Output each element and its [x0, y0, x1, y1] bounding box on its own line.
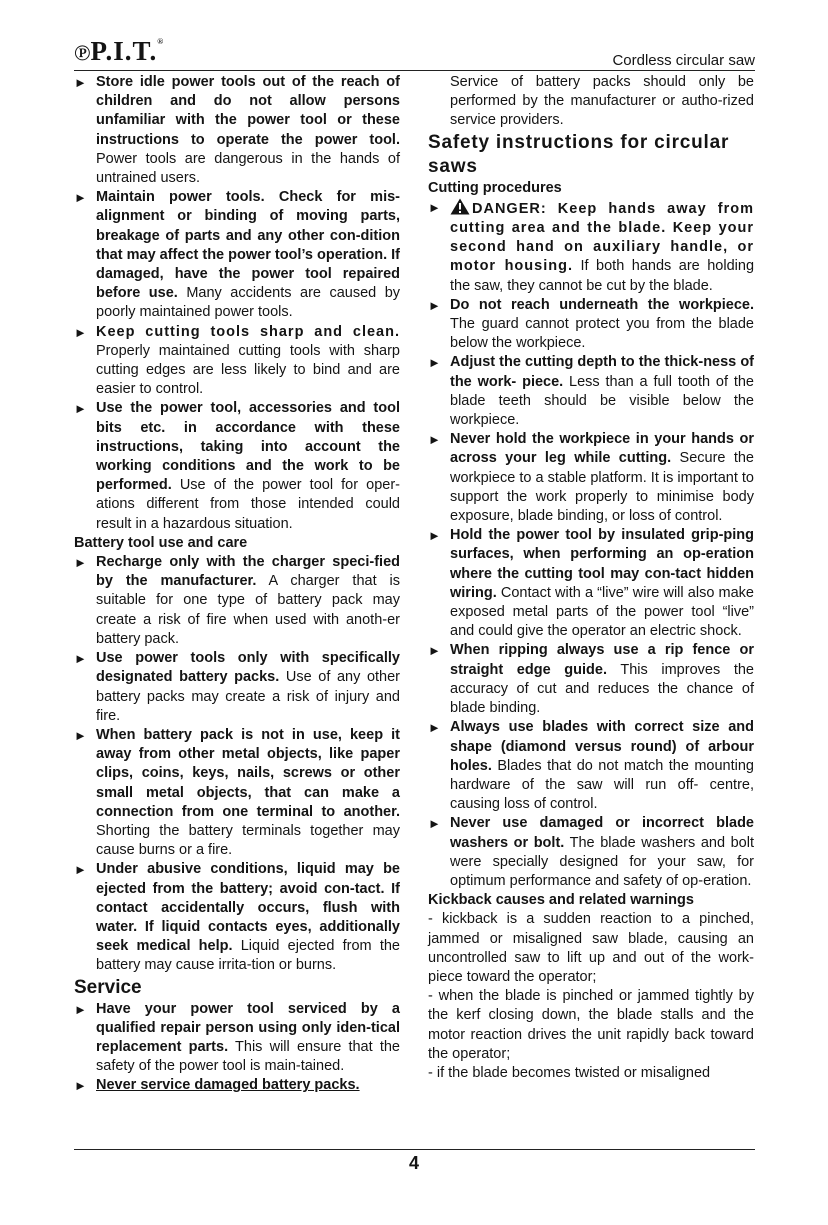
- item-body: Use of the power tool for oper-ations different from those intended could result in a hazardous situation.: [96, 477, 400, 532]
- item-lead: Recharge only with the charger speci-fied by the manufacturer.: [96, 554, 400, 590]
- item-lead: Keep cutting tools sharp and clean.: [96, 323, 400, 340]
- item-lead: Always use blades with correct size and shape (diamond versus round) of arbour holes.: [450, 719, 754, 774]
- cutting-procedures-heading: Cutting procedures: [428, 179, 562, 196]
- brand-logo: [74, 38, 164, 65]
- item-body: Less than a full tooth of the blade teeth should be visible below the workpiece.: [450, 373, 754, 429]
- list-item: [74, 1076, 400, 1095]
- bullet-arrow-icon: ►: [74, 324, 87, 340]
- warning-triangle-icon: [450, 198, 470, 215]
- item-body: Properly maintained cutting tools with sharp cutting edges are less likely to bind and are easier to control.: [96, 342, 400, 398]
- kickback-paragraph: - when the blade is pinched or jammed tightly by the kerf closing down, the blade stalls and the motor reaction drives the unit rapidly back toward the operator;: [428, 988, 754, 1062]
- item-lead: Store idle power tools out of the reach of children and do not allow persons unfamiliar with the power tool or these instructions to operate the power tool.: [96, 74, 400, 148]
- service-heading: Service: [74, 976, 142, 998]
- list-item: [74, 323, 400, 400]
- logo-trademark: ®: [157, 37, 165, 46]
- kickback-heading: Kickback causes and related warnings: [428, 892, 694, 909]
- item-lead: Maintain power tools. Check for mis-alignment or binding of moving parts, breakage of parts and any other con-dition that may affect the power tool’s operation. If damaged, have the power tool repaired before use.: [96, 189, 400, 302]
- bullet-arrow-icon: ►: [74, 555, 87, 571]
- bullet-arrow-icon: ►: [428, 199, 441, 215]
- bullet-arrow-icon: ►: [74, 1001, 87, 1017]
- list-item: [74, 399, 400, 533]
- bullet-arrow-icon: ►: [428, 643, 441, 659]
- continuation-text: Service of battery packs should only be performed by the manufacturer or autho-rized service providers.: [450, 74, 754, 129]
- item-body: Contact with a “live” wire will also make exposed metal parts of the power tool “live” and could give the operator an electric shock.: [450, 584, 754, 640]
- cutting-safety-list: [428, 198, 754, 891]
- item-body: The guard cannot protect you from the blade below the workpiece.: [450, 316, 754, 352]
- bullet-arrow-icon: ►: [74, 727, 87, 743]
- kickback-paragraph: - kickback is a sudden reaction to a pinched, jammed or misaligned saw blade, causing an uncontrolled saw to lift up and out of the work-piece toward the operator;: [428, 911, 754, 985]
- document-title: Cordless circular saw: [612, 52, 755, 69]
- item-body: The blade washers and bolt were specially designed for your saw, for optimum performance and safety of op-eration.: [450, 834, 754, 889]
- header-divider: [74, 70, 755, 71]
- item-body: Blades that do not match the mounting hardware of the saw will run off- centre, causing loss of control.: [450, 757, 754, 813]
- bullet-arrow-icon: ►: [74, 1078, 87, 1094]
- item-lead: Have your power tool serviced by a qualified repair person using only iden-tical replacement parts.: [96, 1000, 400, 1055]
- bullet-arrow-icon: ►: [74, 75, 87, 90]
- logo-symbol: ℗: [74, 40, 91, 65]
- logo-wordmark: [74, 38, 164, 65]
- list-item: [428, 814, 754, 891]
- item-body: A charger that is suitable for one type of battery pack may create a risk of fire when used with anoth-er battery pack.: [96, 573, 401, 647]
- list-item: [428, 526, 754, 641]
- service-list: [74, 1000, 400, 1096]
- list-item: [74, 553, 400, 649]
- item-body: This will ensure that the safety of the power tool is main-tained.: [96, 1038, 400, 1075]
- list-item: [74, 649, 400, 726]
- list-item: [74, 1000, 400, 1077]
- battery-safety-list: [74, 553, 400, 975]
- list-item: [74, 726, 400, 860]
- bullet-arrow-icon: ►: [74, 401, 87, 417]
- circular-saw-safety-heading: Safety instructions for circular saws: [428, 131, 730, 177]
- item-lead: Never use damaged or incorrect blade washers or bolt.: [450, 815, 754, 851]
- item-lead: Do not reach underneath the workpiece.: [450, 296, 754, 313]
- left-column: [74, 73, 400, 1096]
- list-item: [428, 641, 754, 718]
- list-item: [74, 860, 400, 975]
- item-lead: Never hold the workpiece in your hands or across your leg while cutting.: [450, 431, 754, 467]
- item-body: Use of any other battery packs may create a risk of injury and fire.: [96, 669, 401, 724]
- item-lead: When battery pack is not in use, keep it away from other metal objects, like paper clips, coins, keys, nails, screws or other small metal objects, that can make a connection from one terminal to another.: [96, 726, 400, 820]
- item-body: Liquid ejected from the battery may cause irrita-tion or burns.: [96, 938, 400, 974]
- kickback-paragraph: - if the blade becomes twisted or misaligned: [428, 1064, 711, 1081]
- bullet-arrow-icon: ►: [428, 432, 441, 448]
- item-lead: Under abusive conditions, liquid may be ejected from the battery; avoid con-tact. If contact accidentally occurs, flush with water. If liquid contacts eyes, additionally seek medical help.: [96, 861, 400, 955]
- item-lead: Use power tools only with specifically designated battery packs.: [96, 650, 400, 686]
- bullet-arrow-icon: ►: [428, 355, 441, 371]
- item-body: Secure the workpiece to a stable platform. It is important to support the work properly to minimise body exposure, blade binding, or loss of control.: [450, 450, 754, 525]
- item-body: Shorting the battery terminals together may cause burns or a fire.: [96, 822, 400, 859]
- item-lead: Keep hands away from cutting area and the blade. Keep your second hand on auxiliary handle, or motor housing.: [450, 200, 754, 275]
- item-lead: When ripping always use a rip fence or straight edge guide.: [450, 642, 754, 678]
- list-item: [428, 353, 754, 430]
- list-item: [428, 198, 754, 296]
- item-body: Many accidents are caused by poorly maintained power tools.: [96, 285, 401, 321]
- list-item: [428, 430, 754, 526]
- list-item: [74, 73, 400, 188]
- bullet-arrow-icon: ►: [74, 651, 87, 667]
- bullet-arrow-icon: ►: [428, 297, 441, 313]
- list-item: [428, 718, 754, 814]
- right-column: [428, 73, 754, 1083]
- general-safety-list: [74, 73, 400, 534]
- danger-label: DANGER:: [472, 200, 547, 217]
- bullet-arrow-icon: ►: [74, 862, 87, 878]
- item-body: If both hands are holding the saw, they cannot be cut by the blade.: [450, 258, 755, 294]
- item-lead: Hold the power tool by insulated grip-ping surfaces, when performing an op-eration where the cutting tool may con-tact hidden wiring.: [450, 527, 754, 601]
- item-lead: Adjust the cutting depth to the thick-ness of the work- piece.: [450, 354, 754, 390]
- item-lead: Use the power tool, accessories and tool bits etc. in accordance with these instructions, taking into account the working conditions and the work to be performed.: [96, 400, 400, 494]
- bullet-arrow-icon: ►: [74, 190, 87, 206]
- list-item: [74, 188, 400, 322]
- bullet-arrow-icon: ►: [428, 720, 441, 736]
- item-body: This improves the accuracy of cut and reduces the chance of blade binding.: [450, 661, 754, 717]
- list-item: [428, 296, 754, 354]
- bullet-arrow-icon: ►: [428, 528, 441, 544]
- item-body: Power tools are dangerous in the hands of untrained users.: [96, 150, 400, 187]
- bullet-arrow-icon: ►: [428, 816, 441, 832]
- battery-heading: Battery tool use and care: [74, 534, 248, 551]
- footer-divider: [74, 1149, 755, 1150]
- item-lead: Never service damaged battery packs.: [96, 1077, 360, 1094]
- logo-text: P.I.T.: [90, 36, 158, 66]
- continuation-paragraph: [428, 73, 754, 131]
- page-number: 4: [408, 1153, 419, 1173]
